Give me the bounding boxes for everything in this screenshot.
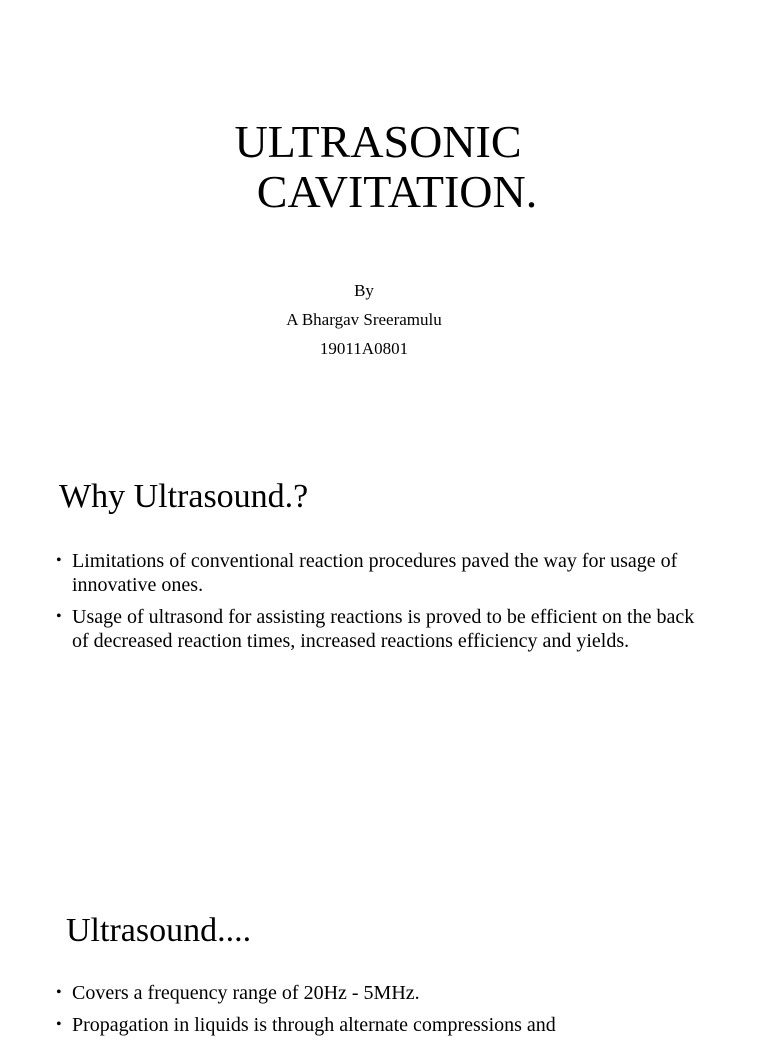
slide-heading: Ultrasound.... [66, 912, 252, 949]
bullet-list [56, 549, 706, 661]
list-item [56, 981, 706, 1005]
bullet-text: Usage of ultrasond for assisting reactions is proved to be efficient on the back of decreased reaction times, increased reactions efficiency and yields. [72, 606, 695, 652]
bullet-icon: • [56, 608, 62, 625]
slide-title-line-1: ULTRASONIC [234, 116, 522, 167]
author-name: A Bhargav Sreeramulu [286, 310, 442, 329]
bullet-text: Limitations of conventional reaction procedures paved the way for usage of innovative ones. [72, 550, 678, 596]
slide-heading: Why Ultrasound.? [59, 478, 309, 515]
bullet-list [56, 981, 706, 1045]
bullet-icon: • [56, 1016, 62, 1033]
bullet-icon: • [56, 552, 62, 569]
roll-number: 19011A0801 [319, 339, 409, 358]
byline-label: By [354, 281, 374, 300]
ultrasound-slide [0, 870, 768, 1036]
list-item [56, 549, 706, 597]
bullet-text: Propagation in liquids is through alternate compressions and [72, 1014, 556, 1036]
why-ultrasound-slide [0, 430, 768, 870]
title-slide [0, 0, 768, 430]
bullet-icon: • [56, 984, 62, 1001]
bullet-text: Covers a frequency range of 20Hz - 5MHz. [72, 982, 420, 1004]
slide-title-line-2: CAVITATION. [256, 166, 538, 217]
list-item [56, 605, 706, 653]
list-item [56, 1013, 706, 1037]
